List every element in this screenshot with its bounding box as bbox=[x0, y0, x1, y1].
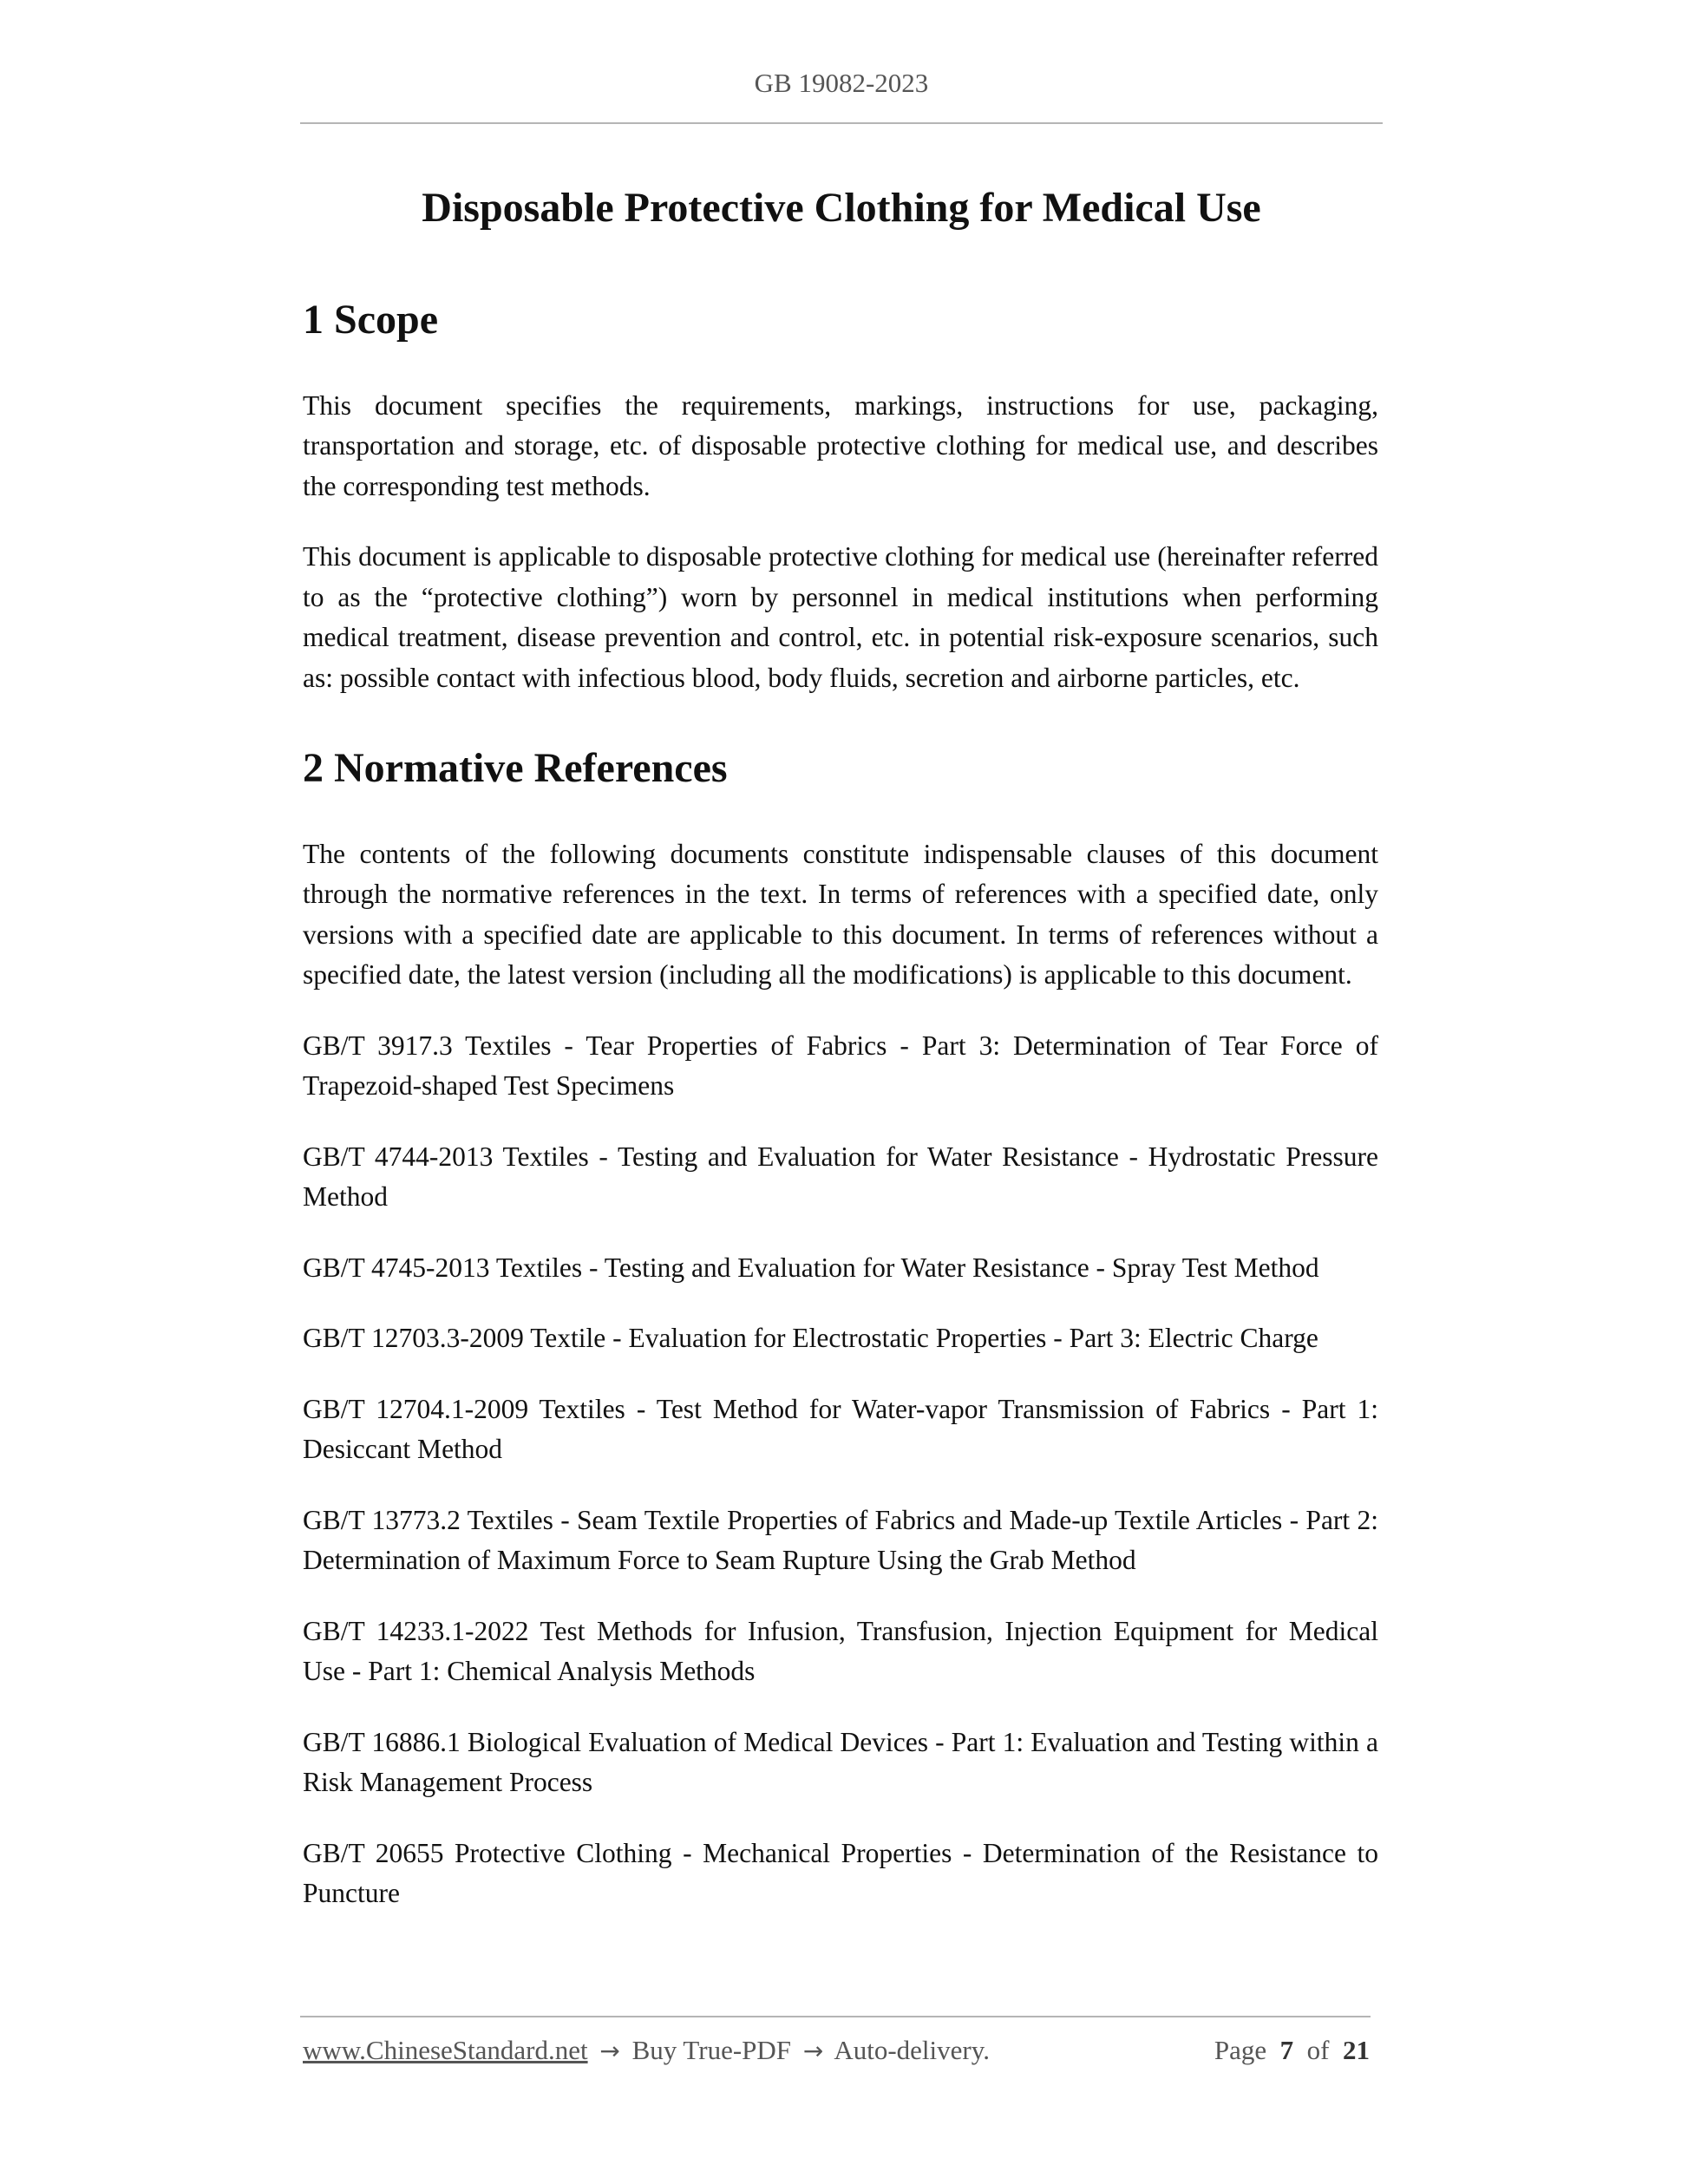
scope-paragraph-1: This document specifies the requirements, markings, instructions for use, packaging, transportation and storage, etc. of disposable protective clothing for medical use, and describes the corresponding test methods. bbox=[303, 389, 1378, 501]
header-divider bbox=[300, 122, 1383, 124]
section-heading-scope: 1 Scope bbox=[303, 297, 438, 343]
reference-item: GB/T 3917.3 Textiles - Tear Properties of Fabrics - Part 3: Determination of Tear Force of Trapezoid-shaped Test Specimens bbox=[303, 1030, 1378, 1102]
reference-item: GB/T 12703.3-2009 Textile - Evaluation for Electrostatic Properties - Part 3: Electric Charge bbox=[303, 1323, 1318, 1354]
site-link[interactable]: www.ChineseStandard.net bbox=[303, 2035, 588, 2065]
document-title: Disposable Protective Clothing for Medical Use bbox=[422, 185, 1261, 231]
reference-item: GB/T 20655 Protective Clothing - Mechanical Properties - Determination of the Resistance to Puncture bbox=[303, 1837, 1378, 1909]
page-total: 21 bbox=[1343, 2035, 1370, 2065]
reference-item: GB/T 4744-2013 Textiles - Testing and Evaluation for Water Resistance - Hydrostatic Pressure Method bbox=[303, 1141, 1378, 1213]
scope-paragraph-2: This document is applicable to disposable protective clothing for medical use (hereinafter referred to as the “protective clothing”) worn by personnel in medical institutions when performing medical treatment, disease prevention and control, etc. in potential risk-exposure scenarios, such as: possible contact with infectious blood, body fluids, secretion and airborne particles, etc. bbox=[303, 541, 1378, 693]
page-indicator bbox=[1214, 2035, 1370, 2066]
buy-pdf-text: Buy True-PDF bbox=[631, 2035, 792, 2065]
reference-item: GB/T 12704.1-2009 Textiles - Test Method for Water-vapor Transmission of Fabrics - Part 1: Desiccant Method bbox=[303, 1393, 1378, 1465]
auto-delivery-text: Auto-delivery. bbox=[834, 2035, 990, 2065]
section-heading-normative-references: 2 Normative References bbox=[303, 745, 728, 792]
page-footer bbox=[303, 2035, 1370, 2066]
footer-left bbox=[303, 2035, 990, 2066]
reference-item: GB/T 4745-2013 Textiles - Testing and Evaluation for Water Resistance - Spray Test Method bbox=[303, 1252, 1319, 1283]
document-body bbox=[303, 295, 1378, 1945]
reference-item: GB/T 14233.1-2022 Test Methods for Infusion, Transfusion, Injection Equipment for Medical Use - Part 1: Chemical Analysis Methods bbox=[303, 1615, 1378, 1687]
page-header: GB 19082-2023 bbox=[754, 68, 929, 98]
arrow-right-icon: → bbox=[802, 2037, 824, 2065]
reference-item: GB/T 13773.2 Textiles - Seam Textile Properties of Fabrics and Made-up Textile Articles - Part 2: Determination of Maximum Force to Seam Rupture Using the Grab Method bbox=[303, 1504, 1378, 1576]
reference-item: GB/T 16886.1 Biological Evaluation of Medical Devices - Part 1: Evaluation and Testing within a Risk Management Process bbox=[303, 1726, 1378, 1798]
normative-intro-paragraph: The contents of the following documents constitute indispensable clauses of this document through the normative references in the text. In terms of references with a specified date, only versions with a specified date are applicable to this document. In terms of references without a specified date, the latest version (including all the modifications) is applicable to this document. bbox=[303, 838, 1378, 991]
footer-divider bbox=[300, 2016, 1371, 2017]
page-label: Page bbox=[1214, 2035, 1267, 2065]
page-current: 7 bbox=[1279, 2035, 1294, 2065]
normative-reference-list bbox=[303, 1026, 1378, 1914]
arrow-right-icon: → bbox=[599, 2037, 620, 2065]
page-of-label: of bbox=[1306, 2035, 1330, 2065]
